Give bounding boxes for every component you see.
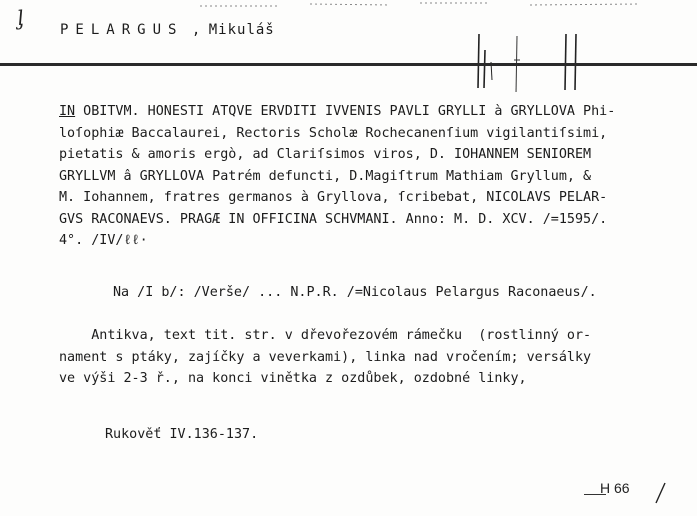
description-line: ve výši 2-3 ř., na konci vinětka z ozdůbek, ozdobné linky, [59,371,527,386]
shelf-signature: H 66 [600,480,630,496]
title-transcription [59,101,669,252]
title-lead-underlined: IN [59,104,76,119]
title-line: loſophiæ Baccalaurei, Rectoris Scholæ Rochecanenſium vigilantiſsimi, [59,125,608,141]
heading-separator: , [183,22,201,38]
note-line: Na /I b/: /Verše/ ... N.P.R. /=Nicolaus Pelargus Raconaeus/. [113,285,597,300]
reference-line: Rukověť IV.136-137. [105,427,259,442]
title-line: M. Iohannem, fratres germanos à Gryllova, ſcribebat, NICOLAVS PELAR- [59,190,608,205]
physical-description [59,325,669,390]
corner-handwritten-mark: ᶅ [14,5,24,31]
title-line: pietatis & amoris ergò, ad Clariſsimos viros, D. IOHANNEM SENIOREM [59,147,592,162]
description-line: Antikva, text tit. str. v dřevořezovém rámečku (rostlinný or- [59,328,592,343]
title-line-rest: OBITVM. HONESTI ATQVE ERVDITI IVVENIS PAVLI GRYLLI à GRYLLOVA Phi- [75,104,616,119]
title-line: GRYLLVM â GRYLLOVA Patrém defuncti, D.Magiſtrum Mathiam Gryllum, & [59,168,592,184]
title-line: 4°. /IV/ℓℓ· [59,233,148,248]
heading-rule [0,63,697,66]
bibliographic-reference [59,424,669,446]
title-line: GVS RACONAEVS. PRAGÆ IN OFFICINA SCHVMANI. Anno: M. D. XCV. /=1595/. [59,211,608,227]
card-heading [60,22,275,38]
scan-noise-marks [190,0,650,14]
contents-note [59,282,669,304]
description-line: nament s ptáky, zajíčky a veverkami), linka nad vročením; versálky [59,349,592,365]
handwritten-marks [470,32,600,92]
author-surname: PELARGUS [60,22,184,38]
edge-tick-mark [654,482,668,504]
author-given-name: Mikuláš [208,22,275,38]
title-line [59,101,669,123]
